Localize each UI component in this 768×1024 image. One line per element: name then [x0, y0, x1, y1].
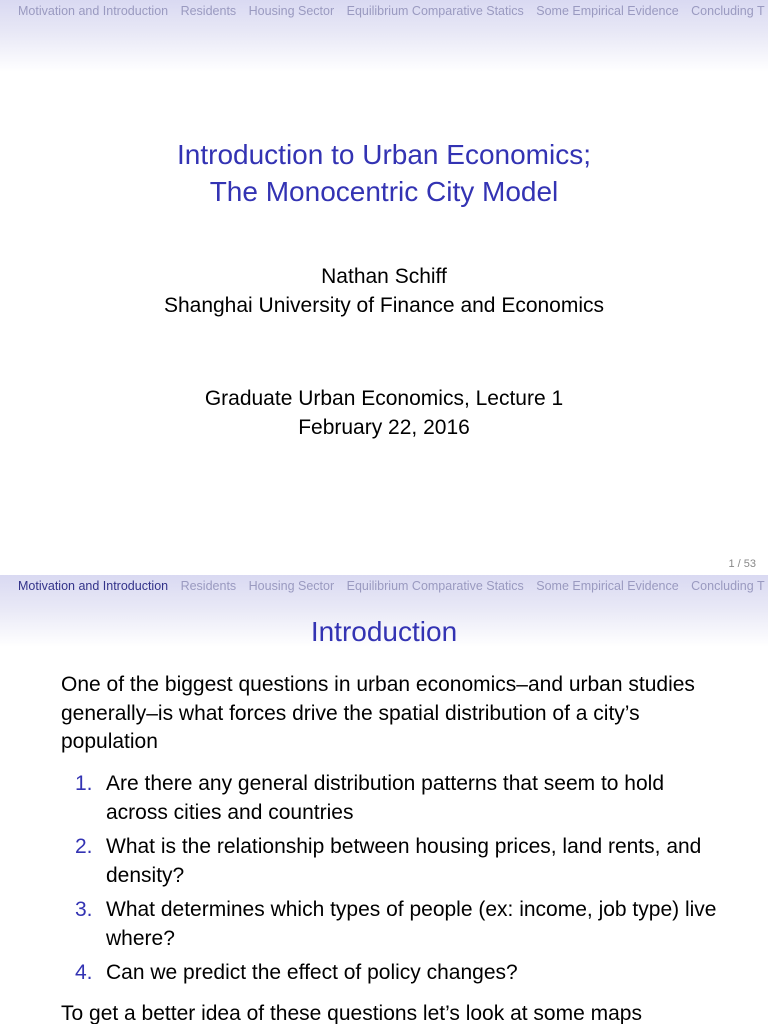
nav-item-motivation[interactable]: Motivation and Introduction: [18, 579, 169, 593]
list-item-text: Are there any general distribution patterns that seem to hold across cities and countries: [106, 772, 664, 824]
list-item-text: What determines which types of people (ex: income, job type) live where?: [106, 898, 717, 950]
list-item: [61, 959, 721, 988]
frame-title: Introduction: [310, 616, 458, 647]
nav-item-equilibrium[interactable]: Equilibrium Comparative Statics: [346, 579, 524, 593]
presentation-title: [0, 136, 768, 210]
list-number: 4.: [75, 961, 93, 984]
nav-item-housing[interactable]: Housing Sector: [248, 579, 335, 593]
list-item: [61, 770, 721, 827]
intro-paragraph: One of the biggest questions in urban economics–and urban studies generally–is what forces drive the spatial distribution of a city’s population: [61, 673, 695, 753]
question-list: [61, 770, 721, 994]
course-block: [0, 384, 768, 442]
list-number: 1.: [75, 772, 93, 795]
author-block: [0, 262, 768, 320]
list-item-text: Can we predict the effect of policy changes?: [106, 961, 518, 984]
list-item-text: What is the relationship between housing prices, land rents, and density?: [106, 835, 702, 887]
nav-item-residents[interactable]: Residents: [180, 579, 237, 593]
introduction-slide: [0, 575, 768, 1024]
author-name: Nathan Schiff: [321, 265, 447, 288]
title-line-2: The Monocentric City Model: [209, 176, 559, 207]
section-nav-items: [18, 4, 768, 18]
nav-item-residents[interactable]: Residents: [180, 4, 237, 18]
list-item: [61, 896, 721, 953]
author-institution: Shanghai University of Finance and Economics: [163, 294, 605, 317]
section-nav-items: [18, 579, 768, 593]
list-number: 2.: [75, 835, 93, 858]
list-item: [61, 833, 721, 890]
section-navbar: [0, 0, 768, 72]
nav-item-empirical[interactable]: Some Empirical Evidence: [536, 4, 679, 18]
course-name: Graduate Urban Economics, Lecture 1: [204, 387, 564, 410]
nav-item-equilibrium[interactable]: Equilibrium Comparative Statics: [346, 4, 524, 18]
nav-item-concluding[interactable]: Concluding T: [691, 579, 765, 593]
nav-item-concluding[interactable]: Concluding T: [691, 4, 765, 18]
nav-item-housing[interactable]: Housing Sector: [248, 4, 335, 18]
page-number: 1 / 53: [728, 558, 756, 570]
nav-item-empirical[interactable]: Some Empirical Evidence: [536, 579, 679, 593]
list-number: 3.: [75, 898, 93, 921]
closing-sentence: To get a better idea of these questions let’s look at some maps: [61, 1002, 642, 1024]
presentation-date: February 22, 2016: [298, 416, 470, 439]
title-line-1: Introduction to Urban Economics;: [177, 139, 591, 170]
nav-item-motivation[interactable]: Motivation and Introduction: [18, 4, 169, 18]
